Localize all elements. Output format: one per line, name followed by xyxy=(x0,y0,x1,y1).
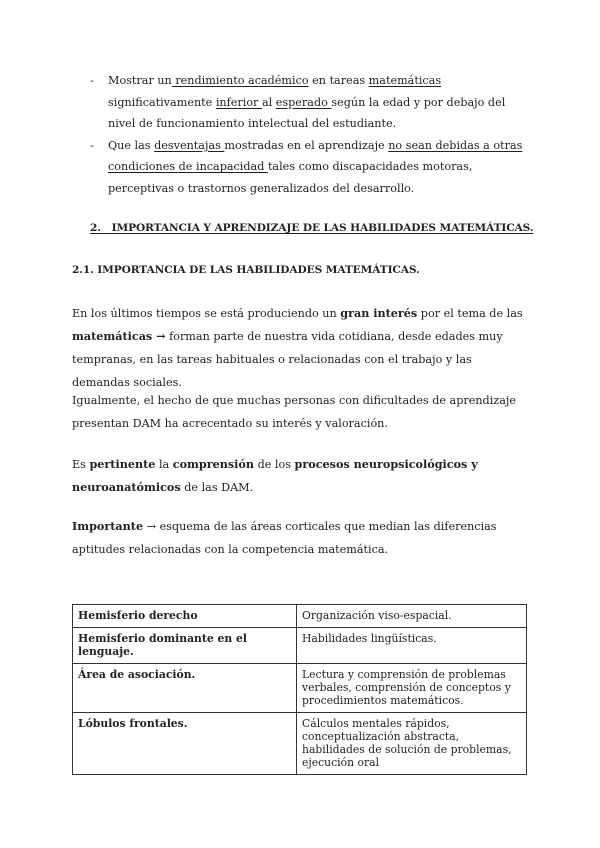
text-run: de los xyxy=(254,458,295,471)
table-row xyxy=(73,605,527,628)
text-run: de las DAM. xyxy=(180,481,254,494)
underlined-text: matemáticas xyxy=(368,74,442,87)
table-cell-area: Lóbulos frontales. xyxy=(73,713,297,775)
paragraph xyxy=(72,453,530,499)
table-row xyxy=(73,664,527,713)
underlined-text: no sean debidas a otras condiciones de incapacidad xyxy=(108,138,523,173)
table-row xyxy=(73,713,527,775)
text-run: forman parte de nuestra vida cotidiana, desde edades muy tempranas, en las tareas habituales o relacionadas con el trabajo y las demandas sociales. xyxy=(72,330,503,389)
table-cell-area: Hemisferio dominante en el lenguaje. xyxy=(73,628,297,664)
list-item xyxy=(90,70,530,135)
list-item-text xyxy=(108,139,522,195)
underlined-text: esperado xyxy=(275,95,332,109)
bold-text: procesos neuropsicológicos y neuroanatómicos xyxy=(72,457,478,494)
list-item xyxy=(90,135,530,200)
text-run: Es xyxy=(72,458,90,471)
bold-text: matemáticas → xyxy=(72,329,166,343)
text-run: Igualmente, el hecho de que muchas personas con dificultades de aprendizaje presentan DAM ha acrecentado su interés y valoración. xyxy=(72,394,516,430)
text-run: por el tema de las xyxy=(417,307,523,320)
bold-text: gran interés xyxy=(340,306,418,320)
underlined-text: inferior xyxy=(215,95,262,109)
paragraph xyxy=(72,302,530,394)
bold-text: comprensión xyxy=(172,457,255,471)
table-row xyxy=(73,628,527,664)
text-run: al xyxy=(261,95,276,109)
text-run: tales como discapacidades motoras, perceptivas o trastornos generalizados del desarrollo. xyxy=(108,160,473,195)
table-cell-function: Cálculos mentales rápidos, conceptualización abstracta, habilidades de solución de problemas, ejecución oral xyxy=(297,713,527,775)
table-cell-area: Área de asociación. xyxy=(73,664,297,713)
text-run: según la edad y por debajo del nivel de funcionamiento intelectual del estudiante. xyxy=(108,95,506,130)
list-dash: - xyxy=(90,138,94,152)
paragraph xyxy=(72,389,530,435)
cortical-areas-table xyxy=(72,604,527,775)
list-dash: - xyxy=(90,74,94,87)
bold-text: Importante xyxy=(72,519,144,533)
requirements-list xyxy=(90,70,530,199)
table-cell-function: Organización viso-espacial. xyxy=(297,605,527,628)
table-cell-function: Habilidades lingüísticas. xyxy=(297,628,527,664)
underlined-text: rendimiento académico xyxy=(171,74,309,87)
text-run: → esquema de las áreas corticales que median las diferencias aptitudes relacionadas con la competencia matemática. xyxy=(72,520,497,556)
subsection-heading: 2.1. IMPORTANCIA DE LAS HABILIDADES MATEMÁTICAS. xyxy=(72,264,420,276)
table-cell-function: Lectura y comprensión de problemas verbales, comprensión de conceptos y procedimientos matemáticos. xyxy=(297,664,527,713)
bold-text: pertinente xyxy=(89,457,156,471)
paragraph xyxy=(72,515,530,561)
text-run: la xyxy=(155,458,173,471)
text-run: en tareas xyxy=(308,74,369,87)
table-cell-area: Hemisferio derecho xyxy=(73,605,297,628)
underlined-text: desventajas xyxy=(154,138,225,152)
text-run: Que las xyxy=(108,138,155,152)
section-heading: 2. IMPORTANCIA Y APRENDIZAJE DE LAS HABILIDADES MATEMÁTICAS. xyxy=(90,222,534,234)
list-item-text xyxy=(108,74,505,130)
text-run: significativamente xyxy=(108,95,216,109)
text-run: Mostrar un xyxy=(108,74,172,87)
text-run: En los últimos tiempos se está produciendo un xyxy=(72,307,341,320)
text-run: mostradas en el aprendizaje xyxy=(224,138,389,152)
